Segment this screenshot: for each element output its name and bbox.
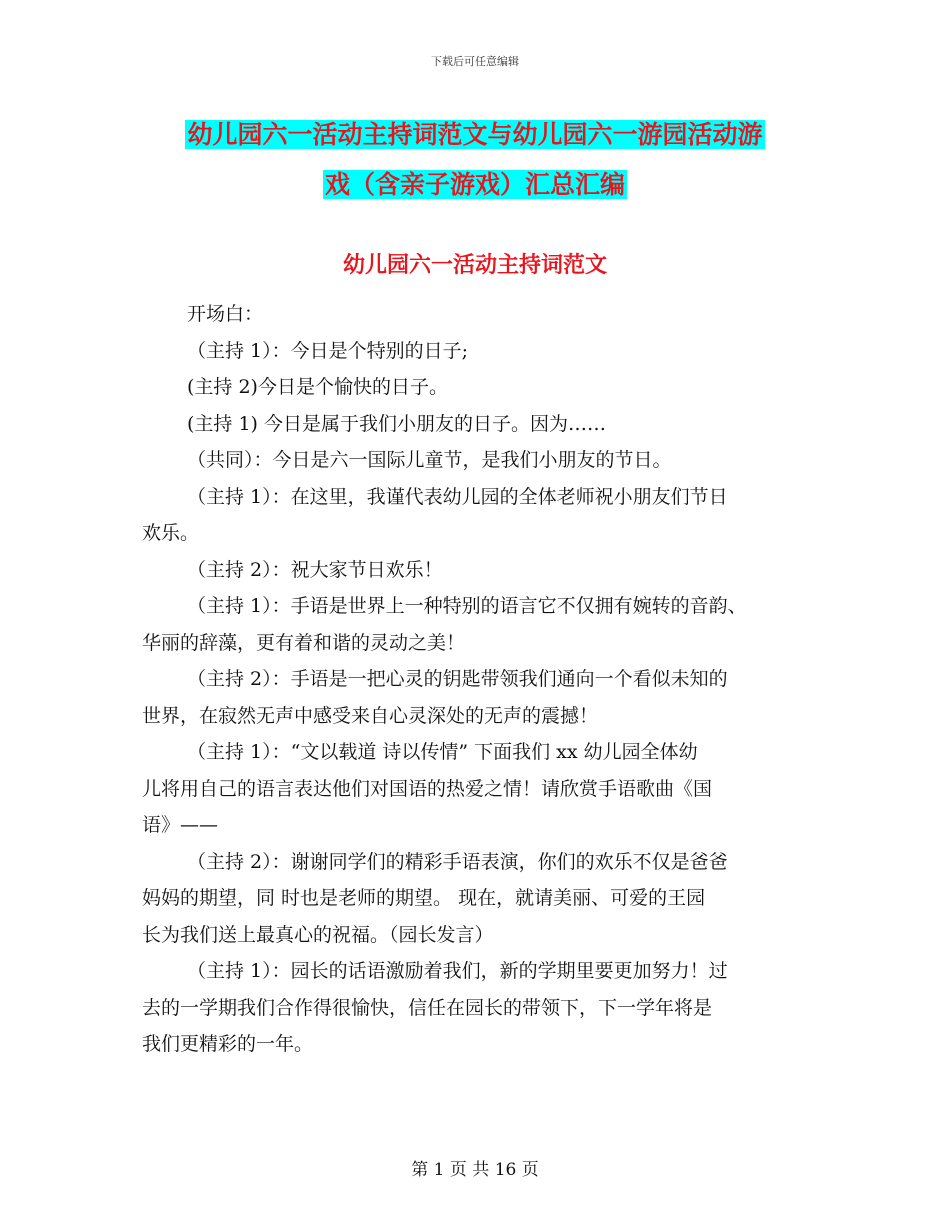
title-line-1: 幼儿园六一活动主持词范文与幼儿园六一游园活动游 — [187, 120, 763, 149]
paragraph-line: （主持 2）：祝大家节日欢乐！ — [187, 558, 443, 581]
page-footer: 第 1 页 共 16 页 — [411, 1160, 539, 1180]
paragraph-line: （主持 1）：在这里，我谨代表幼儿园的全体老师祝小朋友们节日 — [187, 485, 728, 508]
paragraph-line: 儿将用自己的语言表达他们对国语的热爱之情！请欣赏手语歌曲《国 — [142, 777, 713, 800]
paragraph-line: 世界，在寂然无声中感受来自心灵深处的无声的震撼！ — [142, 704, 599, 727]
paragraph-line: 开场白： — [187, 303, 264, 325]
paragraph-line: 长为我们送上最真心的祝福。（园长发言） — [142, 923, 494, 946]
document-body — [142, 296, 822, 1063]
document-title — [0, 110, 950, 210]
paragraph-line: 我们更精彩的一年。 — [142, 1033, 314, 1055]
paragraph-line: （主持 1）：园长的话语激励着我们，新的学期里要更加努力！过 — [187, 960, 728, 982]
paragraph-line: （主持 2）：谢谢同学们的精彩手语表演，你们的欢乐不仅是爸爸 — [187, 850, 728, 873]
paragraph-line: （主持 2）：手语是一把心灵的钥匙带领我们通向一个看似未知的 — [187, 668, 728, 690]
section-title: 幼儿园六一活动主持词范文 — [342, 253, 607, 278]
paragraph-line: 妈妈的期望，同 时也是老师的期望。 现在，就请美丽、可爱的王园 — [142, 887, 706, 909]
paragraph-line: （共同）：今日是六一国际儿童节，是我们小朋友的节日。 — [187, 449, 672, 471]
paragraph-line: 欢乐。 — [142, 522, 200, 544]
paragraph-line: （主持 1）：今日是个特别的日子; — [187, 339, 469, 362]
paragraph-line: 华丽的辞藻，更有着和谐的灵动之美！ — [142, 631, 466, 654]
paragraph-line: (主持 1) 今日是属于我们小朋友的日子。因为…… — [187, 412, 606, 435]
paragraph-line: （主持 1）：“文以载道 诗以传情” 下面我们 xx 幼儿园全体幼 — [187, 741, 698, 763]
header-note: 下载后可任意编辑 — [431, 55, 519, 68]
paragraph-line: 语》—— — [142, 814, 219, 836]
title-line-2: 戏（含亲子游戏）汇总汇编 — [324, 170, 625, 199]
paragraph-line: (主持 2)今日是个愉快的日子。 — [187, 376, 448, 398]
paragraph-line: 去的一学期我们合作得很愉快，信任在园长的带领下，下一学年将是 — [142, 996, 713, 1019]
paragraph-line: （主持 1）：手语是世界上一种特别的语言它不仅拥有婉转的音韵、 — [187, 595, 747, 617]
